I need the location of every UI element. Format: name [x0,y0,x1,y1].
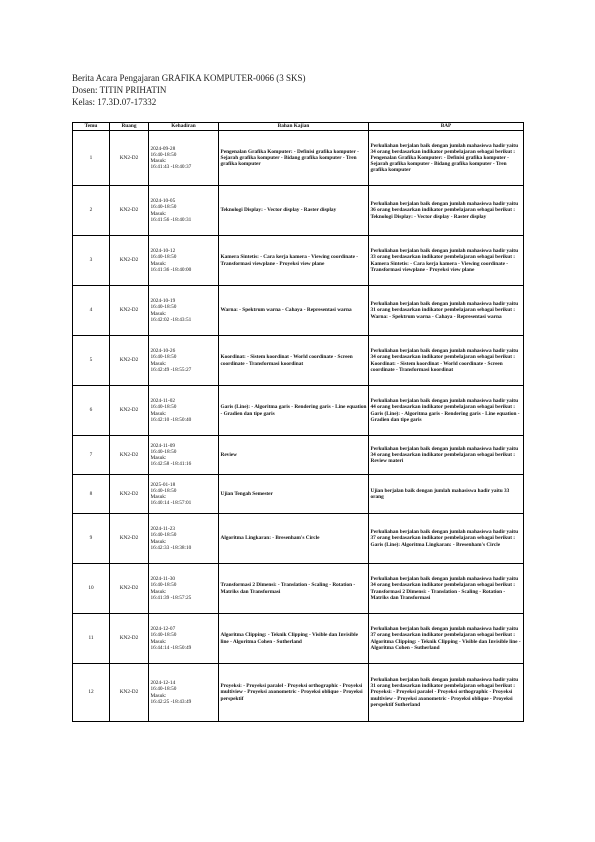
topic-cell: Teknologi Display: - Vector display - Raster display [219,186,369,236]
table-row [73,614,524,664]
table-header-row [73,123,524,131]
table-row [73,236,524,286]
meeting-number-cell: 12 [73,664,110,722]
document-title: Berita Acara Pengajaran GRAFIKA KOMPUTER-0066 (3 SKS) [72,73,306,83]
topic-cell: Algoritma Clipping: - Teknik Clipping - Visible dan Invisible line - Algoritma Cohen - Sutherland [219,614,369,664]
topic-cell: Garis (Line): - Algoritma garis - Rendering garis - Line equation - Gradien dan tipe garis [219,386,369,436]
bap-cell: Perkuliahan berjalan baik dengan jumlah mahasiswa hadir yaitu 31 orang berdasarkan indikator pembelajaran sebagai berikut : Proyeksi: - Proyeksi paralel - Proyeksi orthographic - Proyeksi multiview - Proyeksi axonometric - Proyeksi oblique - Proyeksi perspektif Sutherland [369,664,524,722]
room-cell: KN2-D2 [110,186,149,236]
bap-cell: Perkuliahan berjalan baik dengan jumlah mahasiswa hadir yaitu 44 orang berdasarkan indikator pembelajaran sebagai berikut : Garis (Line): - Algoritma garis - Rendering garis - Line equation - Gradien dan tipe garis [369,386,524,436]
document-header [72,72,305,108]
meeting-number-cell: 3 [73,236,110,286]
bap-cell: Perkuliahan berjalan baik dengan jumlah mahasiswa hadir yaitu 34 orang berdasarkan indikator pembelajaran sebagai berikut : Review materi [369,436,524,475]
table-row [73,564,524,614]
attendance-time-cell: 2024-10-26 16:40-18:50 Masuk: 16:42:49 -18:55:27 [149,336,219,386]
bap-cell: Perkuliahan berjalan baik dengan jumlah mahasiswa hadir yaitu 33 orang berdasarkan indikator pembelajaran sebagai berikut : Kamera Sintetis: - Cara kerja kamera - Viewing coordinate - Transformasi viewplane - Proyeksi view plane [369,236,524,286]
attendance-time-cell: 2024-10-05 16:40-18:50 Masuk: 16:41:56 -18:40:31 [149,186,219,236]
room-cell: KN2-D2 [110,664,149,722]
attendance-time-cell: 2024-12-07 16:40-18:50 Masuk: 16:44:14 -18:50:49 [149,614,219,664]
topic-cell: Review [219,436,369,475]
meeting-number-cell: 11 [73,614,110,664]
table-row [73,186,524,236]
meeting-number-cell: 7 [73,436,110,475]
lecturer-line: Dosen: TITIN PRIHATIN [72,85,167,95]
attendance-time-cell: 2024-12-14 16:40-18:50 Masuk: 16:42:25 -18:43:49 [149,664,219,722]
room-cell: KN2-D2 [110,436,149,475]
table-row [73,436,524,475]
attendance-table [72,122,524,722]
meeting-number-cell: 8 [73,475,110,514]
table-row [73,386,524,436]
topic-cell: Algoritma Lingkaran: - Bresenham's Circle [219,514,369,564]
column-header-temu: Temu [73,123,110,131]
room-cell: KN2-D2 [110,236,149,286]
room-cell: KN2-D2 [110,475,149,514]
topic-cell: Warna: - Spektrum warna - Cahaya - Representasi warna [219,286,369,336]
class-line: Kelas: 17.3D.07-17332 [72,97,157,107]
topic-cell: Pengenalan Grafika Komputer: - Definisi grafika komputer - Sejarah grafika komputer - Bidang grafika komputer - Tren grafika komputer [219,131,369,186]
room-cell: KN2-D2 [110,386,149,436]
attendance-time-cell: 2024-11-02 16:40-18:50 Masuk: 16:42:10 -18:50:40 [149,386,219,436]
bap-cell: Perkuliahan berjalan baik dengan jumlah mahasiswa hadir yaitu 34 orang berdasarkan indikator pembelajaran sebagai berikut : Koordinat: - Sistem koordinat - World coordinate - Screen coordinate - Transformasi koordinat [369,336,524,386]
topic-cell: Transformasi 2 Dimensi: - Translation - Scaling - Rotation - Matriks dan Transformasi [219,564,369,614]
bap-cell: Perkuliahan berjalan baik dengan jumlah mahasiswa hadir yaitu 34 orang berdasarkan indikator pembelajaran sebagai berikut : Pengenalan Grafika Komputer: - Definisi grafika komputer - Sejarah grafika komputer - Bidang grafika komputer - Tren grafika komputer [369,131,524,186]
table-row [73,514,524,564]
topic-cell: Koordinat: - Sistem koordinat - World coordinate - Screen coordinate - Transformasi koordinat [219,336,369,386]
meeting-number-cell: 2 [73,186,110,236]
attendance-time-cell: 2024-11-09 16:40-18:50 Masuk: 16:42:58 -18:41:16 [149,436,219,475]
bap-cell: Perkuliahan berjalan baik dengan jumlah mahasiswa hadir yaitu 37 orang berdasarkan indikator pembelajaran sebagai berikut : Garis (Line): Algoritma Lingkaran: - Bresenham's Circle [369,514,524,564]
table-row [73,131,524,186]
meeting-number-cell: 9 [73,514,110,564]
column-header-bahan-kajian: Bahan Kajian [219,123,369,131]
column-header-bap: BAP [369,123,524,131]
topic-cell: Kamera Sintetis: - Cara kerja kamera - Viewing coordinate - Transformasi viewplane - Proyeksi view plane [219,236,369,286]
meeting-number-cell: 6 [73,386,110,436]
bap-cell: Perkuliahan berjalan baik dengan jumlah mahasiswa hadir yaitu 37 orang berdasarkan indikator pembelajaran sebagai berikut : Algoritma Clipping: - Teknik Clipping - Visible dan Invisible line - Algoritma Cohen - Sutherland [369,614,524,664]
attendance-time-cell: 2024-10-12 16:40-18:50 Masuk: 16:41:36 -18:40:00 [149,236,219,286]
table-row [73,664,524,722]
room-cell: KN2-D2 [110,564,149,614]
attendance-time-cell: 2024-10-19 16:40-18:50 Masuk: 16:42:02 -18:43:51 [149,286,219,336]
column-header-kehadiran: Kehadiran [149,123,219,131]
room-cell: KN2-D2 [110,336,149,386]
topic-cell: Ujian Tengah Semester [219,475,369,514]
table-row [73,475,524,514]
bap-cell: Perkuliahan berjalan baik dengan jumlah mahasiswa hadir yaitu 31 orang berdasarkan indikator pembelajaran sebagai berikut : Warna: - Spektrum warna - Cahaya - Representasi warna [369,286,524,336]
room-cell: KN2-D2 [110,286,149,336]
room-cell: KN2-D2 [110,131,149,186]
table-row [73,336,524,386]
room-cell: KN2-D2 [110,614,149,664]
attendance-time-cell: 2024-11-30 16:40-18:50 Masuk: 16:41:39 -18:57:25 [149,564,219,614]
room-cell: KN2-D2 [110,514,149,564]
topic-cell: Proyeksi: - Proyeksi paralel - Proyeksi orthographic - Proyeksi multiview - Proyeksi axonometric - Proyeksi oblique - Proyeksi perspektif [219,664,369,722]
bap-cell: Perkuliahan berjalan baik dengan jumlah mahasiswa hadir yaitu 34 orang berdasarkan indikator pembelajaran sebagai berikut : Transformasi 2 Dimensi: - Translation - Scaling - Rotation - Matriks dan Transformasi [369,564,524,614]
attendance-time-cell: 2025-01-18 16:40-18:50 Masuk: 16:40:14 -18:57:01 [149,475,219,514]
column-header-ruang: Ruang [110,123,149,131]
attendance-time-cell: 2024-09-28 16:40-18:50 Masuk: 16:41:43 -18:40:37 [149,131,219,186]
meeting-number-cell: 1 [73,131,110,186]
meeting-number-cell: 10 [73,564,110,614]
attendance-time-cell: 2024-11-23 16:40-18:50 Masuk: 16:42:33 -18:38:10 [149,514,219,564]
meeting-number-cell: 4 [73,286,110,336]
table-row [73,286,524,336]
bap-cell: Ujian berjalan baik dengan jumlah mahasiswa hadir yaitu 33 orang [369,475,524,514]
bap-cell: Perkuliahan berjalan baik dengan jumlah mahasiswa hadir yaitu 36 orang berdasarkan indikator pembelajaran sebagai berikut : Teknologi Display: - Vector display - Raster display [369,186,524,236]
meeting-number-cell: 5 [73,336,110,386]
